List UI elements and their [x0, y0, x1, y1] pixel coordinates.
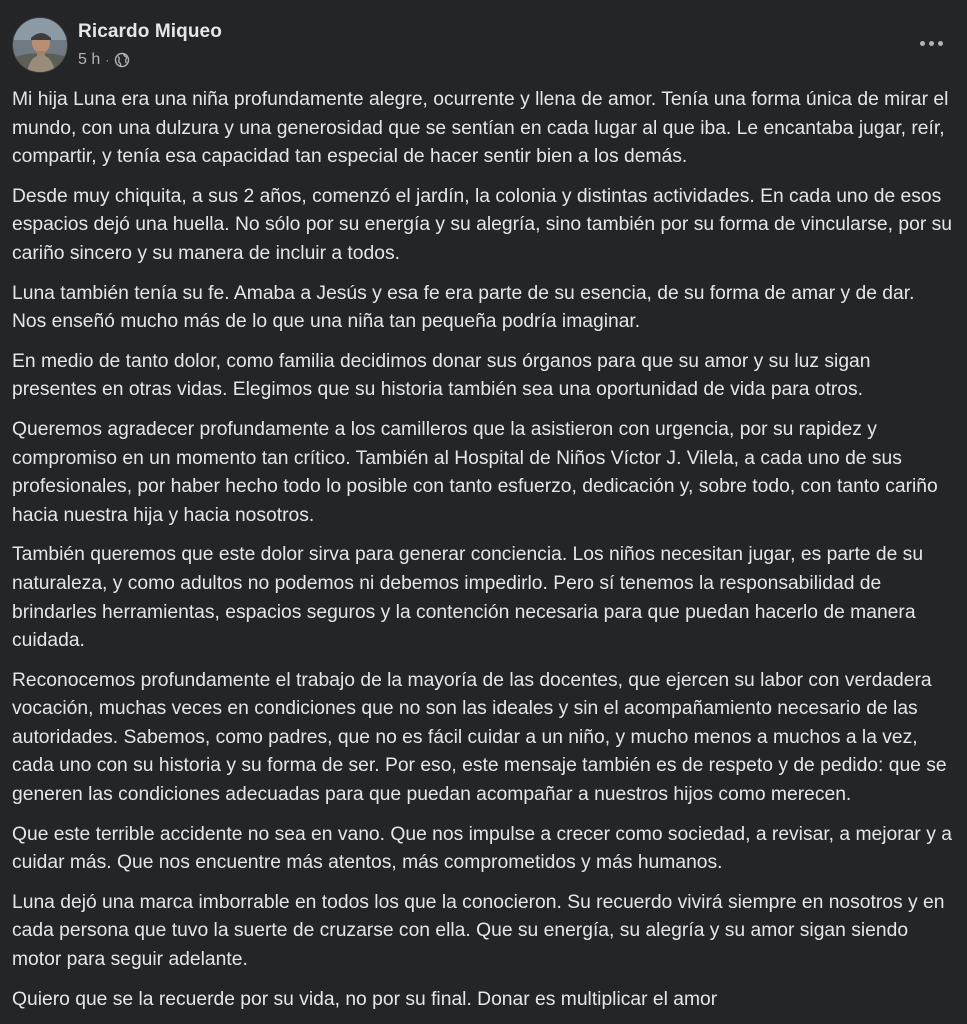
post-paragraph: Desde muy chiquita, a sus 2 años, comenzó el jardín, la colonia y distintas actividades. En cada uno de esos espacios dejó una huella. No sólo por su energía y su alegría, sino también por su forma de vincularse, por su cariño sincero y su manera de incluir a todos.: [12, 185, 952, 264]
post-paragraph: Mi hija Luna era una niña profundamente alegre, ocurrente y llena de amor. Tenía una forma única de mirar el mundo, con una dulzura y una generosidad que se sentían en cada lugar al que iba. Le encantaba jugar, reír, compartir, y tenía esa capacidad tan especial de hacer sentir bien a los demás.: [12, 89, 949, 168]
post-paragraph: Luna dejó una marca imborrable en todos los que la conocieron. Su recuerdo vivirá siempre en nosotros y en cada persona que tuvo la suerte de cruzarse con ella. Que su energía, su alegría y su amor sigan siendo motor para seguir adelante.: [12, 891, 945, 971]
menu-dot: [938, 41, 943, 46]
profile-photo-icon: [13, 18, 68, 73]
more-options-icon[interactable]: [917, 33, 945, 53]
post-paragraph: Quiero que se la recuerde por su vida, no por su final. Donar es multiplicar el amor: [12, 988, 718, 1010]
post-text: [12, 86, 952, 1024]
post-paragraph: Que este terrible accidente no sea en vano. Que nos impulse a crecer como sociedad, a revisar, a mejorar y a cuidar más. Que nos encuentre más atentos, más comprometidos y más humanos.: [12, 823, 952, 874]
author-avatar[interactable]: [12, 17, 68, 73]
post-paragraph: Luna también tenía su fe. Amaba a Jesús y esa fe era parte de su esencia, de su forma de amar y de dar. Nos enseñó mucho más de lo que una niña tan pequeña podría imaginar.: [12, 282, 915, 333]
menu-dot: [920, 41, 925, 46]
post-paragraph: En medio de tanto dolor, como familia decidimos donar sus órganos para que su amor y su luz sigan presentes en otras vidas. Elegimos que su historia también sea una oportunidad de vida para otros.: [12, 350, 871, 401]
meta-separator: ·: [105, 53, 110, 67]
post-timestamp[interactable]: 5 h: [78, 51, 101, 68]
menu-dot: [929, 41, 934, 46]
author-name[interactable]: Ricardo Miqueo: [78, 21, 222, 42]
post-paragraph: También queremos que este dolor sirva para generar conciencia. Los niños necesitan jugar, es parte de su naturaleza, y como adultos no podemos ni debemos impedirlo. Pero sí tenemos la responsabilidad de brindarles herramientas, espacios seguros y la contención necesaria para que puedan hacerlo de manera cuidada.: [12, 544, 924, 652]
post-paragraph: Reconocemos profundamente el trabajo de la mayoría de las docentes, que ejercen su labor con verdadera vocación, muchas veces en condiciones que no son las ideales y sin el acompañamiento necesario de las autoridades. Sabemos, como padres, que no es fácil cuidar a un niño, y mucho menos a muchos a la vez, cada uno con su historia y su forma de ser. Por eso, este mensaje también es de respeto y de pedido: que se generen las condiciones adecuadas para que puedan acompañar a nuestros hijos como merecen.: [12, 669, 947, 806]
post-header: [12, 17, 955, 77]
globe-icon[interactable]: [114, 52, 130, 68]
post-paragraph: Queremos agradecer profundamente a los camilleros que la asistieron con urgencia, por su rapidez y compromiso en un momento tan crítico. También al Hospital de Niños Víctor J. Vilela, a cada uno de sus profesionales, por haber hecho todo lo posible con tanto esfuerzo, dedicación y, sobre todo, con tanto cariño hacia nuestra hija y hacia nosotros.: [12, 418, 938, 526]
post-meta: [78, 51, 130, 69]
